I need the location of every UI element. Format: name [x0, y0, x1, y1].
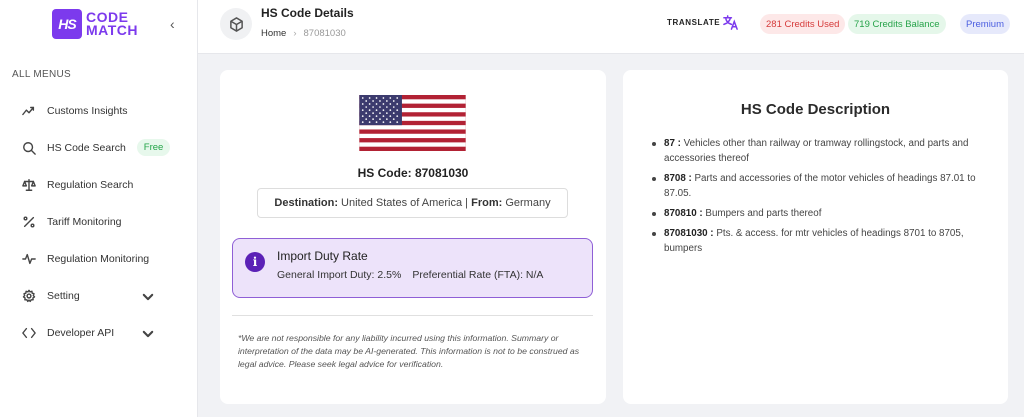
import-duty-panel: [232, 238, 593, 298]
chevron-down-icon[interactable]: [141, 327, 155, 341]
search-icon: [22, 141, 36, 155]
credits-used-badge: 281 Credits Used: [760, 14, 845, 34]
sidebar-item-label: Developer API: [47, 326, 115, 339]
description-title: HS Code Description: [740, 101, 891, 118]
translate-icon: [722, 14, 739, 31]
translate-label: TRANSLATE: [667, 18, 721, 27]
plan-badge[interactable]: Premium: [960, 14, 1010, 34]
sidebar-item-hs-code-search[interactable]: [0, 129, 198, 166]
top-header: [198, 0, 1024, 54]
credits-balance-badge: 719 Credits Balance: [848, 14, 946, 34]
description-list: [652, 136, 997, 261]
collapse-sidebar-icon[interactable]: ‹: [170, 16, 175, 32]
description-code: 870810 :: [664, 208, 703, 219]
description-code: 87 :: [664, 138, 681, 149]
hs-code-details-card: [220, 70, 606, 404]
description-text: Bumpers and parts thereof: [705, 208, 822, 219]
logo-text: [86, 11, 138, 37]
from-label: From:: [471, 197, 503, 209]
sidebar-item-label: Regulation Monitoring: [47, 252, 150, 265]
description-item: [652, 226, 997, 256]
sidebar-item-developer-api[interactable]: [0, 314, 198, 351]
logo-line-1: CODE: [86, 9, 129, 25]
trend-icon: [22, 104, 36, 118]
description-item: [652, 136, 997, 166]
import-duty-title: Import Duty Rate: [277, 249, 368, 263]
disclaimer-text: *We are not responsible for any liability incurred using this information. Summary or interpretation of the data may be AI-generated. This information is not to be construed as legal advice. Please seek legal advice for verification.: [238, 333, 580, 369]
from-value: Germany: [505, 197, 551, 209]
pulse-icon: [22, 252, 36, 266]
menu-section-title: ALL MENUS: [12, 69, 72, 80]
description-text: Pts. & access. for mtr vehicles of headings 8701 to 8705, bumpers: [664, 228, 964, 254]
sidebar-menu: [0, 92, 198, 351]
logo[interactable]: [52, 9, 138, 39]
description-item: [652, 206, 997, 221]
breadcrumb-current: 87081030: [303, 28, 346, 39]
scale-icon: [22, 178, 36, 192]
description-code: 8708 :: [664, 173, 692, 184]
sidebar-item-regulation-monitoring[interactable]: [0, 240, 198, 277]
sidebar-item-customs-insights[interactable]: [0, 92, 198, 129]
sidebar-item-label: Customs Insights: [47, 104, 128, 117]
translate-button[interactable]: [667, 14, 739, 31]
sidebar-item-setting[interactable]: [0, 277, 198, 314]
breadcrumb-separator-icon: ›: [293, 28, 297, 39]
percent-icon: [22, 215, 36, 229]
description-text: Parts and accessories of the motor vehicles of headings 87.01 to 87.05.: [664, 173, 976, 199]
destination-label: Destination:: [274, 197, 338, 209]
hs-code-description-card: [623, 70, 1008, 404]
sidebar-item-label: Setting: [47, 289, 80, 302]
route-info: Destination: United States of America | From: Germany: [257, 188, 568, 218]
logo-mark: HS: [52, 9, 82, 39]
package-icon: [220, 8, 252, 40]
sidebar-item-label: Tariff Monitoring: [47, 215, 122, 228]
divider: [232, 315, 593, 316]
chevron-down-icon[interactable]: [141, 290, 155, 304]
breadcrumb-home[interactable]: Home: [261, 28, 287, 39]
general-import-duty: General Import Duty: 2.5%: [277, 269, 402, 281]
page-title: HS Code Details: [261, 6, 354, 20]
sidebar-item-tariff-monitoring[interactable]: [0, 203, 198, 240]
sidebar-item-regulation-search[interactable]: [0, 166, 198, 203]
us-flag-icon: [359, 95, 466, 151]
sidebar-item-label: Regulation Search: [47, 178, 134, 191]
free-badge: Free: [137, 139, 171, 156]
preferential-rate: Preferential Rate (FTA): N/A: [412, 269, 544, 281]
gear-icon: [22, 289, 36, 303]
breadcrumb: [261, 28, 346, 39]
sidebar: [0, 0, 198, 417]
sidebar-item-label: HS Code Search: [47, 141, 126, 154]
description-text: Vehicles other than railway or tramway rollingstock, and parts and accessories thereof: [664, 138, 969, 164]
hs-code-heading: HS Code: 87081030: [357, 166, 469, 180]
description-item: [652, 171, 997, 201]
logo-line-2: MATCH: [86, 22, 139, 38]
info-icon: i: [245, 252, 265, 272]
duty-rates: [277, 269, 554, 281]
destination-value: United States of America: [341, 197, 463, 209]
description-code: 87081030 :: [664, 228, 714, 239]
code-icon: [22, 326, 36, 340]
